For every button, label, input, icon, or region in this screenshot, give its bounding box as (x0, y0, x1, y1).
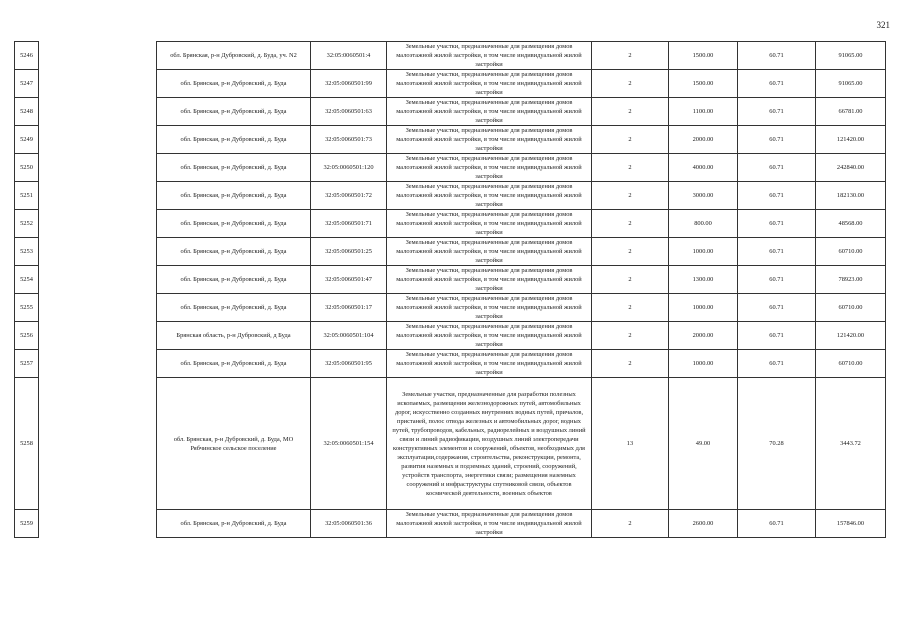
plot-address: обл. Брянская, р-н Дубровский, д. Буда (157, 238, 311, 266)
land-use-group-code: 2 (592, 42, 669, 70)
cadastral-number: 32:05:0060501:4 (311, 42, 387, 70)
plot-area: 49.00 (669, 378, 738, 510)
table-row (15, 126, 886, 154)
cadastral-value: 121420.00 (816, 126, 886, 154)
plot-address: обл. Брянская, р-н Дубровский, д. Буда (157, 98, 311, 126)
land-use-group-code: 2 (592, 98, 669, 126)
cadastral-number: 32:05:0060501:17 (311, 294, 387, 322)
cadastral-value: 121420.00 (816, 322, 886, 350)
row-number: 5256 (15, 322, 39, 350)
plot-area: 2000.00 (669, 126, 738, 154)
land-use-group-code: 2 (592, 154, 669, 182)
land-use-group-code: 2 (592, 322, 669, 350)
plot-area: 2000.00 (669, 322, 738, 350)
spacer-cell (39, 154, 157, 182)
cadastral-number: 32:05:0060501:154 (311, 378, 387, 510)
cadastral-value: 157846.00 (816, 510, 886, 538)
land-use-purpose: Земельные участки, предназначенные для размещения домов малоэтажной жилой застройки, в том числе индивидуальной жилой застройки (387, 70, 592, 98)
specific-cadastral-value: 60.71 (738, 182, 816, 210)
specific-cadastral-value: 60.71 (738, 126, 816, 154)
spacer-cell (39, 322, 157, 350)
cadastral-value: 3443.72 (816, 378, 886, 510)
table-row (15, 266, 886, 294)
cadastral-value: 60710.00 (816, 294, 886, 322)
land-use-purpose: Земельные участки, предназначенные для размещения домов малоэтажной жилой застройки, в том числе индивидуальной жилой застройки (387, 238, 592, 266)
plot-area: 1500.00 (669, 70, 738, 98)
land-plot-registry-table (14, 41, 886, 538)
plot-address: обл. Брянская, р-н Дубровский, д. Буда (157, 126, 311, 154)
row-number: 5253 (15, 238, 39, 266)
cadastral-number: 32:05:0060501:73 (311, 126, 387, 154)
land-use-group-code: 2 (592, 266, 669, 294)
land-use-purpose: Земельные участки, предназначенные для размещения домов малоэтажной жилой застройки, в том числе индивидуальной жилой застройки (387, 126, 592, 154)
cadastral-number: 32:05:0060501:71 (311, 210, 387, 238)
cadastral-value: 242840.00 (816, 154, 886, 182)
cadastral-value: 182130.00 (816, 182, 886, 210)
specific-cadastral-value: 60.71 (738, 238, 816, 266)
plot-address: Брянская область, р-н Дубровский, д Буда (157, 322, 311, 350)
plot-address: обл. Брянская, р-н Дубровский, д. Буда, уч. N2 (157, 42, 311, 70)
plot-area: 1300.00 (669, 266, 738, 294)
plot-area: 2600.00 (669, 510, 738, 538)
table-row (15, 42, 886, 70)
specific-cadastral-value: 60.71 (738, 154, 816, 182)
specific-cadastral-value: 60.71 (738, 294, 816, 322)
cadastral-value: 48568.00 (816, 210, 886, 238)
specific-cadastral-value: 60.71 (738, 70, 816, 98)
spacer-cell (39, 98, 157, 126)
row-number: 5248 (15, 98, 39, 126)
table-row (15, 210, 886, 238)
land-use-purpose: Земельные участки, предназначенные для размещения домов малоэтажной жилой застройки, в том числе индивидуальной жилой застройки (387, 182, 592, 210)
row-number: 5250 (15, 154, 39, 182)
table-row (15, 350, 886, 378)
specific-cadastral-value: 60.71 (738, 266, 816, 294)
registry-table-body (15, 42, 886, 538)
plot-address: обл. Брянская, р-н Дубровский, д. Буда (157, 70, 311, 98)
land-use-purpose: Земельные участки, предназначенные для размещения домов малоэтажной жилой застройки, в том числе индивидуальной жилой застройки (387, 294, 592, 322)
spacer-cell (39, 70, 157, 98)
spacer-cell (39, 378, 157, 510)
spacer-cell (39, 42, 157, 70)
row-number: 5246 (15, 42, 39, 70)
specific-cadastral-value: 60.71 (738, 210, 816, 238)
table-row (15, 378, 886, 510)
row-number: 5252 (15, 210, 39, 238)
specific-cadastral-value: 60.71 (738, 98, 816, 126)
row-number: 5249 (15, 126, 39, 154)
specific-cadastral-value: 60.71 (738, 42, 816, 70)
land-use-purpose: Земельные участки, предназначенные для разработки полезных ископаемых, размещения железнодорожных путей, автомобильных дорог, искусственно созданных внутренних водных путей, причалов, пристаней, полос отвода железных и автомобильных дорог, водных путей, трубопроводов, кабельных, радиорелейных и воздушных линий связи и линий радиофикации, воздушных линий электропередачи конструктивных элементов и сооружений, объектов, необходимых для эксплуатации,содержания, строительства, реконструкции, ремонта, развития наземных и подземных зданий, строений, сооружений, устройств транспорта, энергетики связи; размещения наземных сооружений и инфраструктуры спутниковой связи, объектов космической деятельности, военных объектов (387, 378, 592, 510)
plot-address: обл. Брянская, р-н Дубровский, д. Буда (157, 266, 311, 294)
spacer-cell (39, 510, 157, 538)
row-number: 5254 (15, 266, 39, 294)
cadastral-number: 32:05:0060501:36 (311, 510, 387, 538)
spacer-cell (39, 210, 157, 238)
plot-address: обл. Брянская, р-н Дубровский, д. Буда (157, 510, 311, 538)
plot-address: обл. Брянская, р-н Дубровский, д. Буда (157, 350, 311, 378)
land-use-group-code: 2 (592, 70, 669, 98)
row-number: 5255 (15, 294, 39, 322)
land-use-purpose: Земельные участки, предназначенные для размещения домов малоэтажной жилой застройки, в том числе индивидуальной жилой застройки (387, 266, 592, 294)
cadastral-value: 60710.00 (816, 350, 886, 378)
table-row (15, 154, 886, 182)
plot-area: 1000.00 (669, 238, 738, 266)
land-use-group-code: 2 (592, 210, 669, 238)
cadastral-value: 78923.00 (816, 266, 886, 294)
cadastral-number: 32:05:0060501:63 (311, 98, 387, 126)
cadastral-value: 91065.00 (816, 70, 886, 98)
cadastral-number: 32:05:0060501:120 (311, 154, 387, 182)
plot-address: обл. Брянская, р-н Дубровский, д. Буда (157, 294, 311, 322)
land-use-purpose: Земельные участки, предназначенные для размещения домов малоэтажной жилой застройки, в том числе индивидуальной жилой застройки (387, 98, 592, 126)
specific-cadastral-value: 70.28 (738, 378, 816, 510)
table-row (15, 98, 886, 126)
land-use-group-code: 2 (592, 510, 669, 538)
land-use-group-code: 13 (592, 378, 669, 510)
spacer-cell (39, 294, 157, 322)
plot-area: 1000.00 (669, 350, 738, 378)
table-row (15, 238, 886, 266)
cadastral-number: 32:05:0060501:95 (311, 350, 387, 378)
cadastral-value: 60710.00 (816, 238, 886, 266)
row-number: 5259 (15, 510, 39, 538)
spacer-cell (39, 126, 157, 154)
specific-cadastral-value: 60.71 (738, 322, 816, 350)
land-use-group-code: 2 (592, 182, 669, 210)
plot-area: 4000.00 (669, 154, 738, 182)
registry-table-wrapper (14, 41, 886, 538)
row-number: 5257 (15, 350, 39, 378)
plot-area: 1500.00 (669, 42, 738, 70)
cadastral-value: 66781.00 (816, 98, 886, 126)
land-use-purpose: Земельные участки, предназначенные для размещения домов малоэтажной жилой застройки, в том числе индивидуальной жилой застройки (387, 510, 592, 538)
page-number: 321 (876, 20, 890, 30)
plot-area: 3000.00 (669, 182, 738, 210)
table-row (15, 510, 886, 538)
plot-area: 1000.00 (669, 294, 738, 322)
cadastral-value: 91065.00 (816, 42, 886, 70)
land-use-purpose: Земельные участки, предназначенные для размещения домов малоэтажной жилой застройки, в том числе индивидуальной жилой застройки (387, 322, 592, 350)
row-number: 5258 (15, 378, 39, 510)
cadastral-number: 32:05:0060501:104 (311, 322, 387, 350)
row-number: 5247 (15, 70, 39, 98)
spacer-cell (39, 182, 157, 210)
plot-address: обл. Брянская, р-н Дубровский, д. Буда (157, 182, 311, 210)
spacer-cell (39, 238, 157, 266)
cadastral-number: 32:05:0060501:25 (311, 238, 387, 266)
land-use-purpose: Земельные участки, предназначенные для размещения домов малоэтажной жилой застройки, в том числе индивидуальной жилой застройки (387, 42, 592, 70)
cadastral-number: 32:05:0060501:99 (311, 70, 387, 98)
table-row (15, 182, 886, 210)
spacer-cell (39, 266, 157, 294)
land-use-purpose: Земельные участки, предназначенные для размещения домов малоэтажной жилой застройки, в том числе индивидуальной жилой застройки (387, 154, 592, 182)
table-row (15, 70, 886, 98)
plot-address: обл. Брянская, р-н Дубровский, д. Буда (157, 154, 311, 182)
table-row (15, 294, 886, 322)
land-use-group-code: 2 (592, 294, 669, 322)
cadastral-number: 32:05:0060501:72 (311, 182, 387, 210)
plot-area: 800.00 (669, 210, 738, 238)
land-use-group-code: 2 (592, 126, 669, 154)
plot-address: обл. Брянская, р-н Дубровский, д. Буда, МО Рябчинское сельское поселение (157, 378, 311, 510)
table-row (15, 322, 886, 350)
land-use-purpose: Земельные участки, предназначенные для размещения домов малоэтажной жилой застройки, в том числе индивидуальной жилой застройки (387, 210, 592, 238)
land-use-group-code: 2 (592, 350, 669, 378)
row-number: 5251 (15, 182, 39, 210)
spacer-cell (39, 350, 157, 378)
cadastral-number: 32:05:0060501:47 (311, 266, 387, 294)
land-use-group-code: 2 (592, 238, 669, 266)
plot-address: обл. Брянская, р-н Дубровский, д. Буда (157, 210, 311, 238)
specific-cadastral-value: 60.71 (738, 510, 816, 538)
land-use-purpose: Земельные участки, предназначенные для размещения домов малоэтажной жилой застройки, в том числе индивидуальной жилой застройки (387, 350, 592, 378)
plot-area: 1100.00 (669, 98, 738, 126)
specific-cadastral-value: 60.71 (738, 350, 816, 378)
